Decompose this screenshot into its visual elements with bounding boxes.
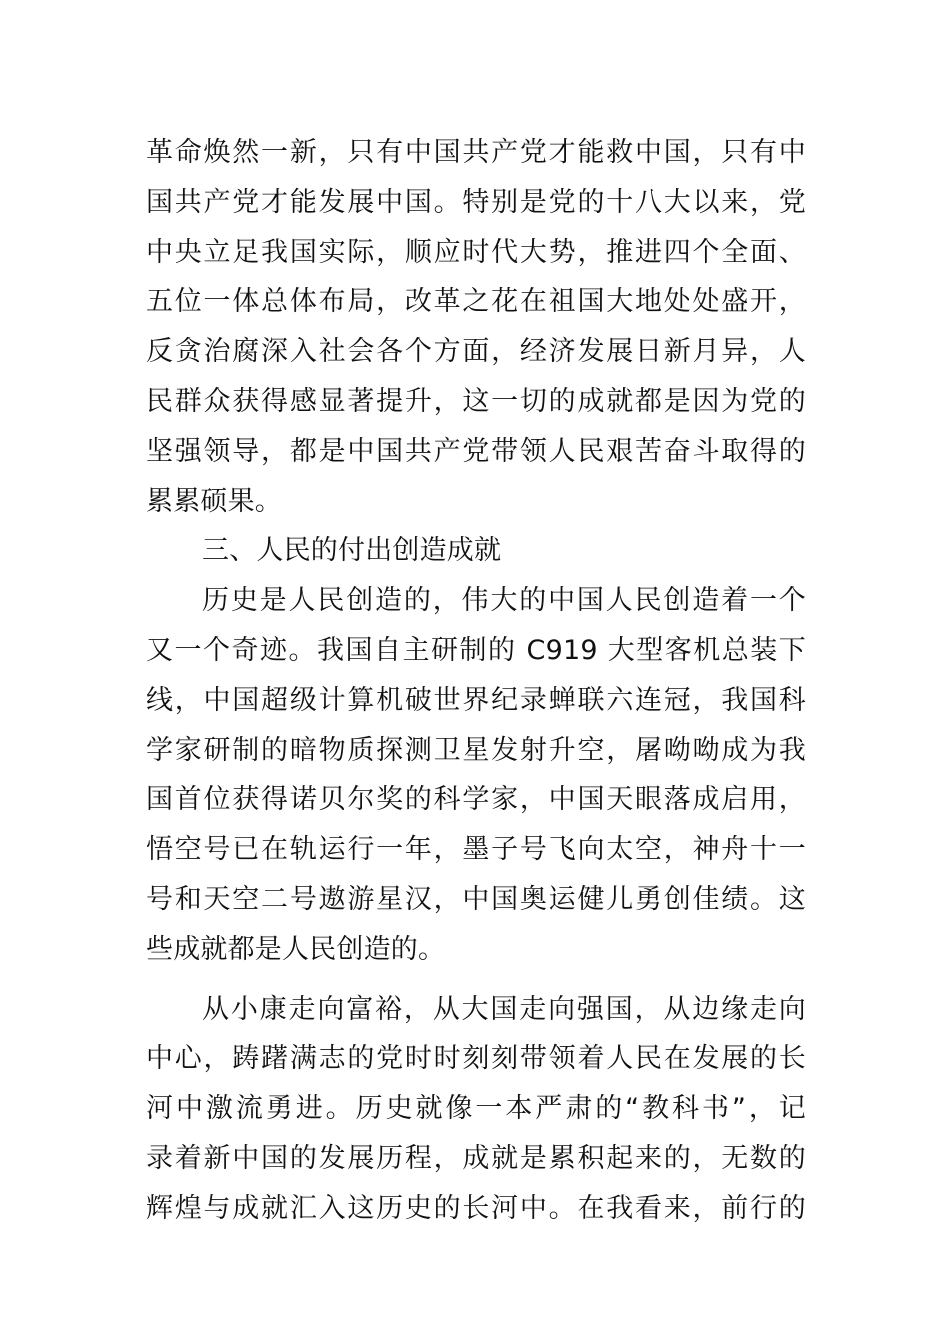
text-line: 中央立足我国实际，顺应时代大势，推进四个全面、 bbox=[146, 236, 806, 268]
text-line: 坚强领导，都是中国共产党带领人民艰苦奋斗取得的 bbox=[146, 435, 806, 467]
document-page bbox=[146, 128, 806, 1234]
text-line: 革命焕然一新，只有中国共产党才能救中国，只有中 bbox=[146, 137, 806, 168]
text-line: 国共产党才能发展中国。特别是党的十八大以来，党 bbox=[146, 186, 806, 218]
section-heading: 三、人民的付出创造成就 bbox=[202, 535, 502, 567]
text-line: 学家研制的暗物质探测卫星发射升空，屠呦呦成为我 bbox=[146, 734, 806, 766]
text-line: 河中激流勇进。历史就像一本严肃的“教科书”，记 bbox=[146, 1093, 806, 1125]
paragraph-spacing bbox=[146, 975, 806, 985]
text-line: 国首位获得诺贝尔奖的科学家，中国天眼落成启用， bbox=[146, 784, 806, 816]
text-line: 反贪治腐深入社会各个方面，经济发展日新月异，人 bbox=[146, 336, 806, 368]
text-line: 中心，踌躇满志的党时时刻刻带领着人民在发展的长 bbox=[146, 1043, 806, 1075]
paragraph-1 bbox=[146, 128, 806, 526]
text-line: 些成就都是人民创造的。 bbox=[146, 933, 446, 965]
text-line: 历史是人民创造的，伟大的中国人民创造着一个 bbox=[202, 585, 806, 617]
text-line: 线，中国超级计算机破世界纪录蝉联六连冠，我国科 bbox=[146, 684, 806, 716]
text-line: 录着新中国的发展历程，成就是累积起来的，无数的 bbox=[146, 1142, 806, 1174]
paragraph-3 bbox=[146, 985, 806, 1234]
text-line: 又一个奇迹。我国自主研制的 C919 大型客机总装下 bbox=[146, 634, 806, 666]
paragraph-2 bbox=[146, 576, 806, 974]
text-line: 辉煌与成就汇入这历史的长河中。在我看来，前行的 bbox=[146, 1192, 806, 1224]
text-line: 号和天空二号遨游星汉，中国奥运健儿勇创佳绩。这 bbox=[146, 883, 806, 915]
text-line: 从小康走向富裕，从大国走向强国，从边缘走向 bbox=[202, 993, 806, 1025]
text-line: 民群众获得感显著提升，这一切的成就都是因为党的 bbox=[146, 385, 806, 417]
text-line: 累累硕果。 bbox=[146, 485, 282, 517]
text-line: 悟空号已在轨运行一年，墨子号飞向太空，神舟十一 bbox=[146, 834, 806, 866]
text-line: 五位一体总体布局，改革之花在祖国大地处处盛开， bbox=[146, 286, 806, 318]
